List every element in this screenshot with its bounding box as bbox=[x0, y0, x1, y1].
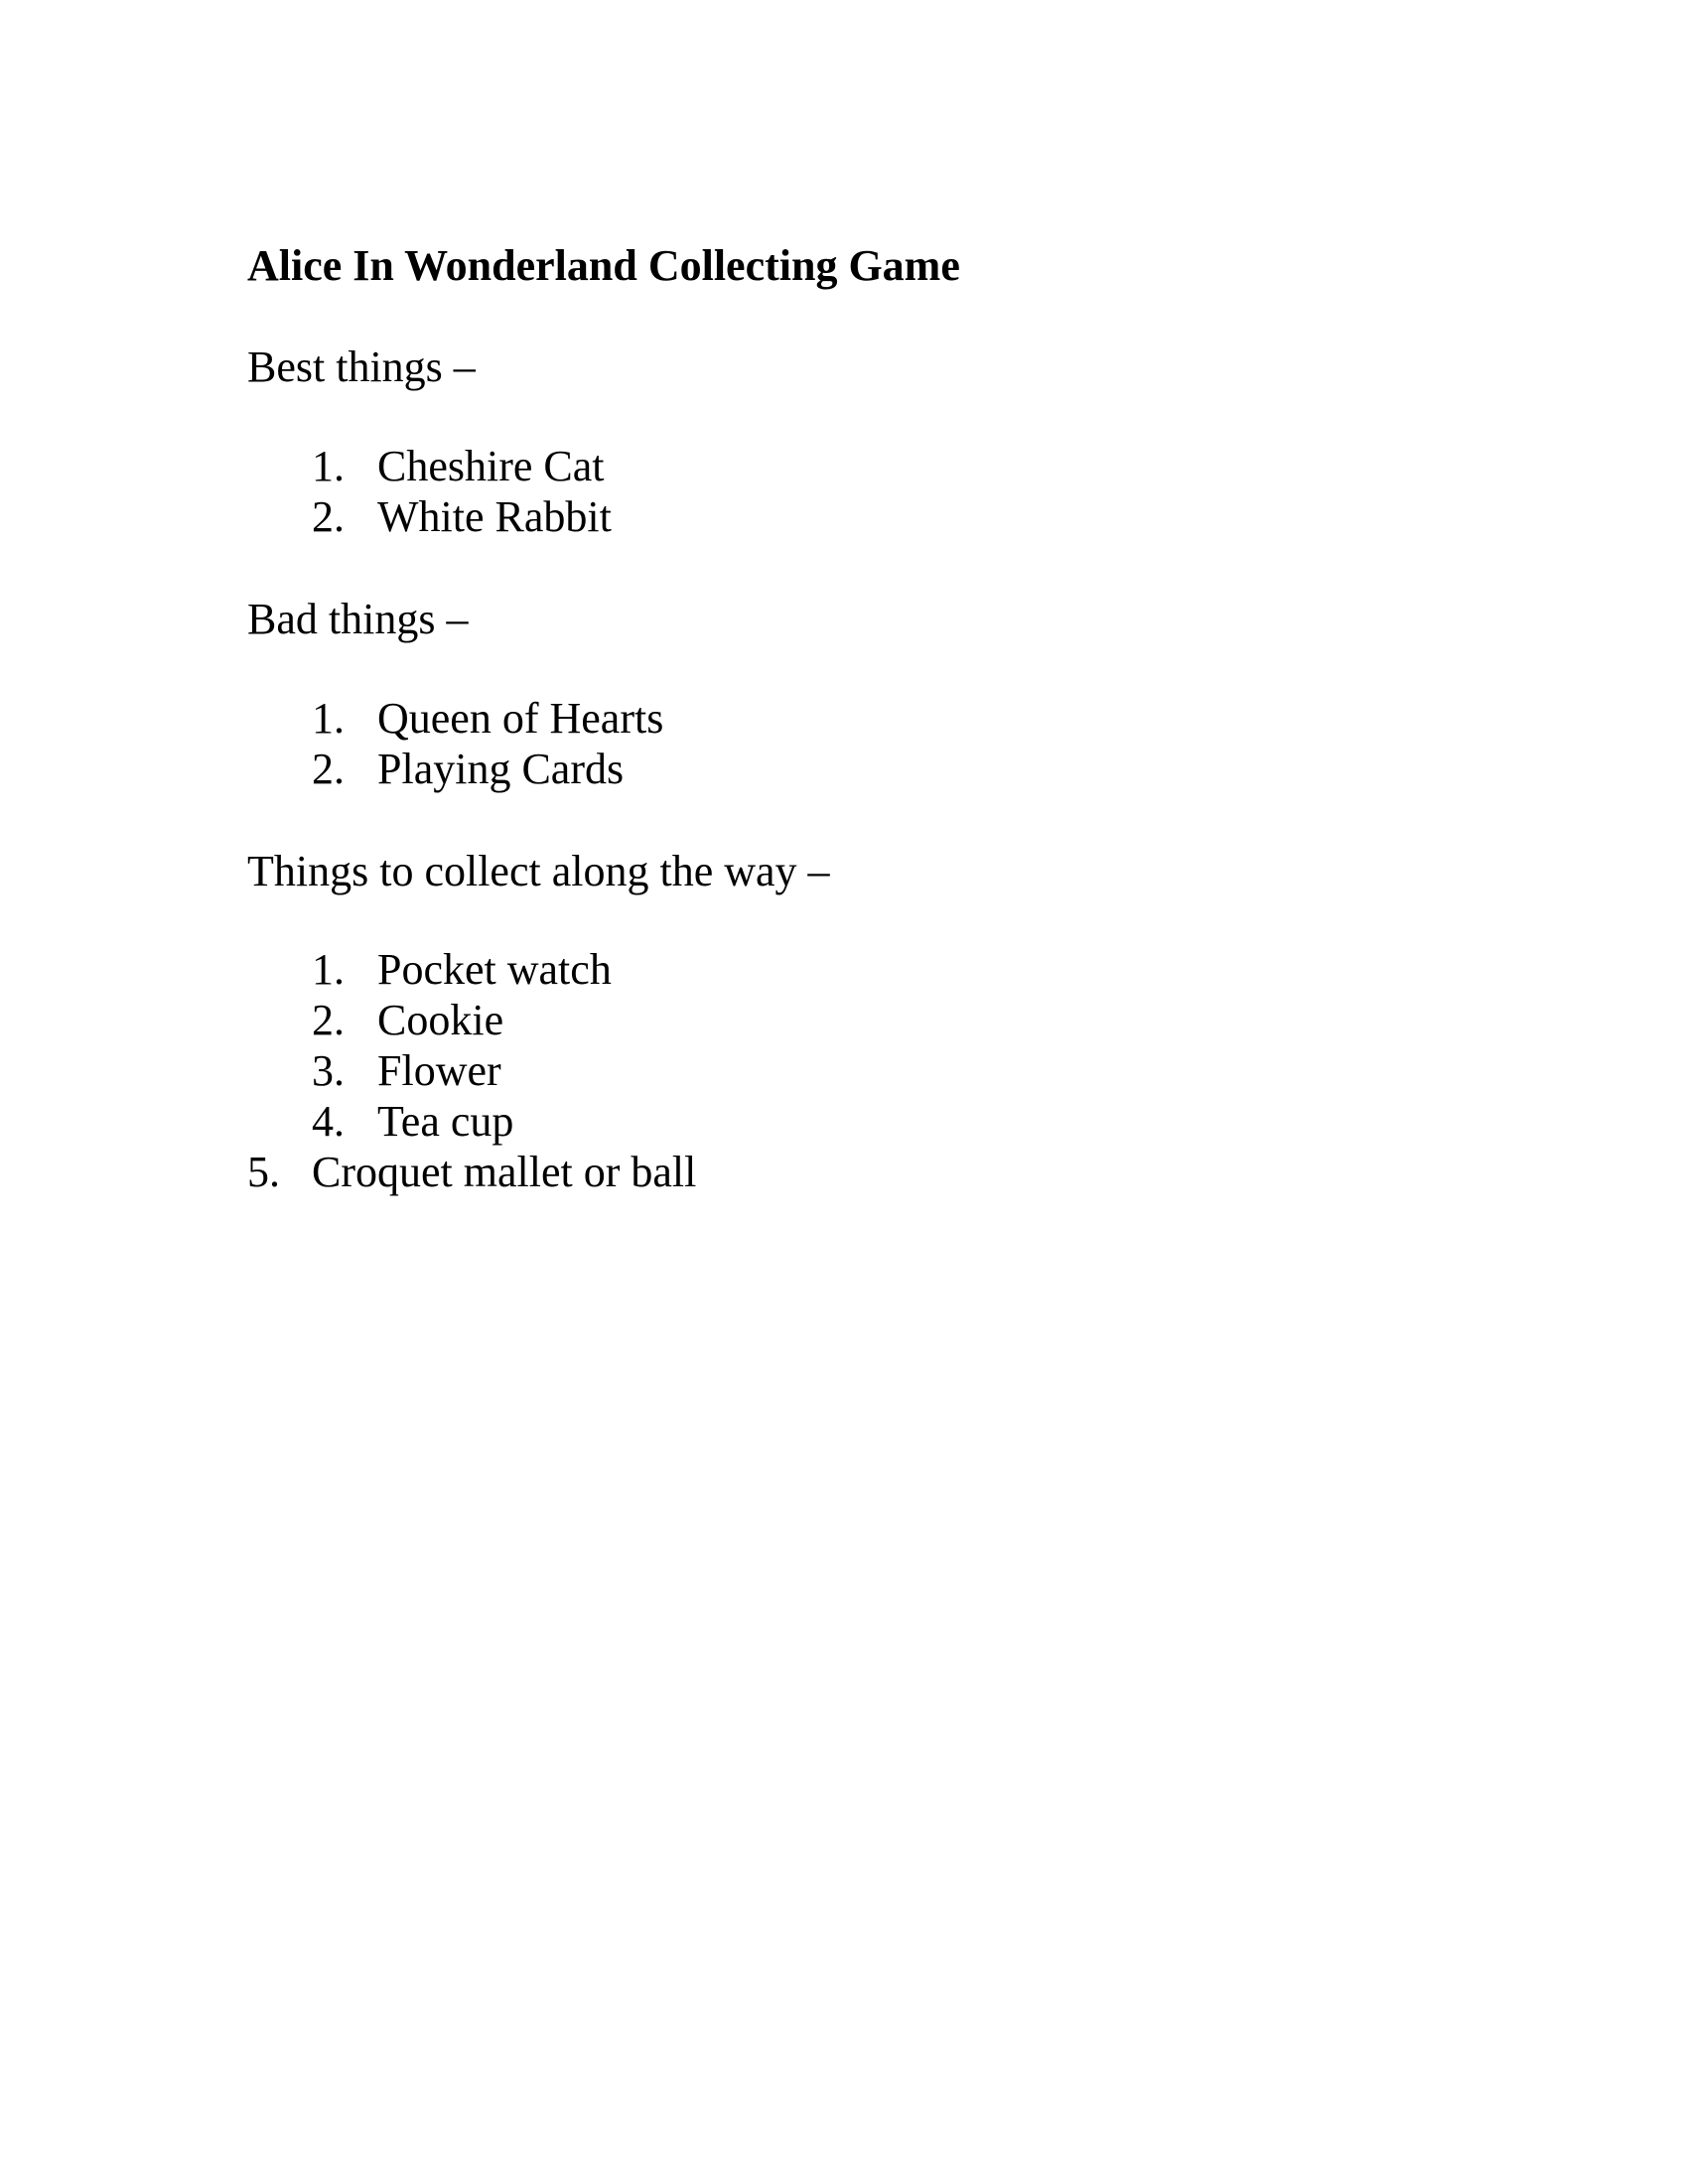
list-item-text: White Rabbit bbox=[377, 492, 612, 541]
document-title: Alice In Wonderland Collecting Game bbox=[247, 241, 960, 290]
list-item-number: 2. bbox=[312, 745, 345, 793]
list-item-text: Cheshire Cat bbox=[377, 442, 605, 490]
list-item-number: 5. bbox=[247, 1148, 280, 1196]
list-item-number: 4. bbox=[312, 1097, 345, 1146]
section-heading-bad-things: Bad things – bbox=[247, 595, 469, 643]
list-item-number: 2. bbox=[312, 996, 345, 1044]
list-item-number: 1. bbox=[312, 945, 345, 994]
list-item-text: Queen of Hearts bbox=[377, 694, 664, 743]
list-item-number: 3. bbox=[312, 1046, 345, 1095]
list-item-number: 1. bbox=[312, 442, 345, 490]
list-item-number: 2. bbox=[312, 492, 345, 541]
section-heading-best-things: Best things – bbox=[247, 342, 476, 391]
list-item-text: Pocket watch bbox=[377, 945, 612, 994]
list-item-text: Playing Cards bbox=[377, 745, 625, 793]
section-heading-things-to-collect: Things to collect along the way – bbox=[247, 847, 830, 895]
list-item-text: Tea cup bbox=[377, 1097, 514, 1146]
list-item-number: 1. bbox=[312, 694, 345, 743]
list-item-text: Flower bbox=[377, 1046, 501, 1095]
list-item-text: Croquet mallet or ball bbox=[312, 1148, 697, 1196]
list-item-text: Cookie bbox=[377, 996, 504, 1044]
